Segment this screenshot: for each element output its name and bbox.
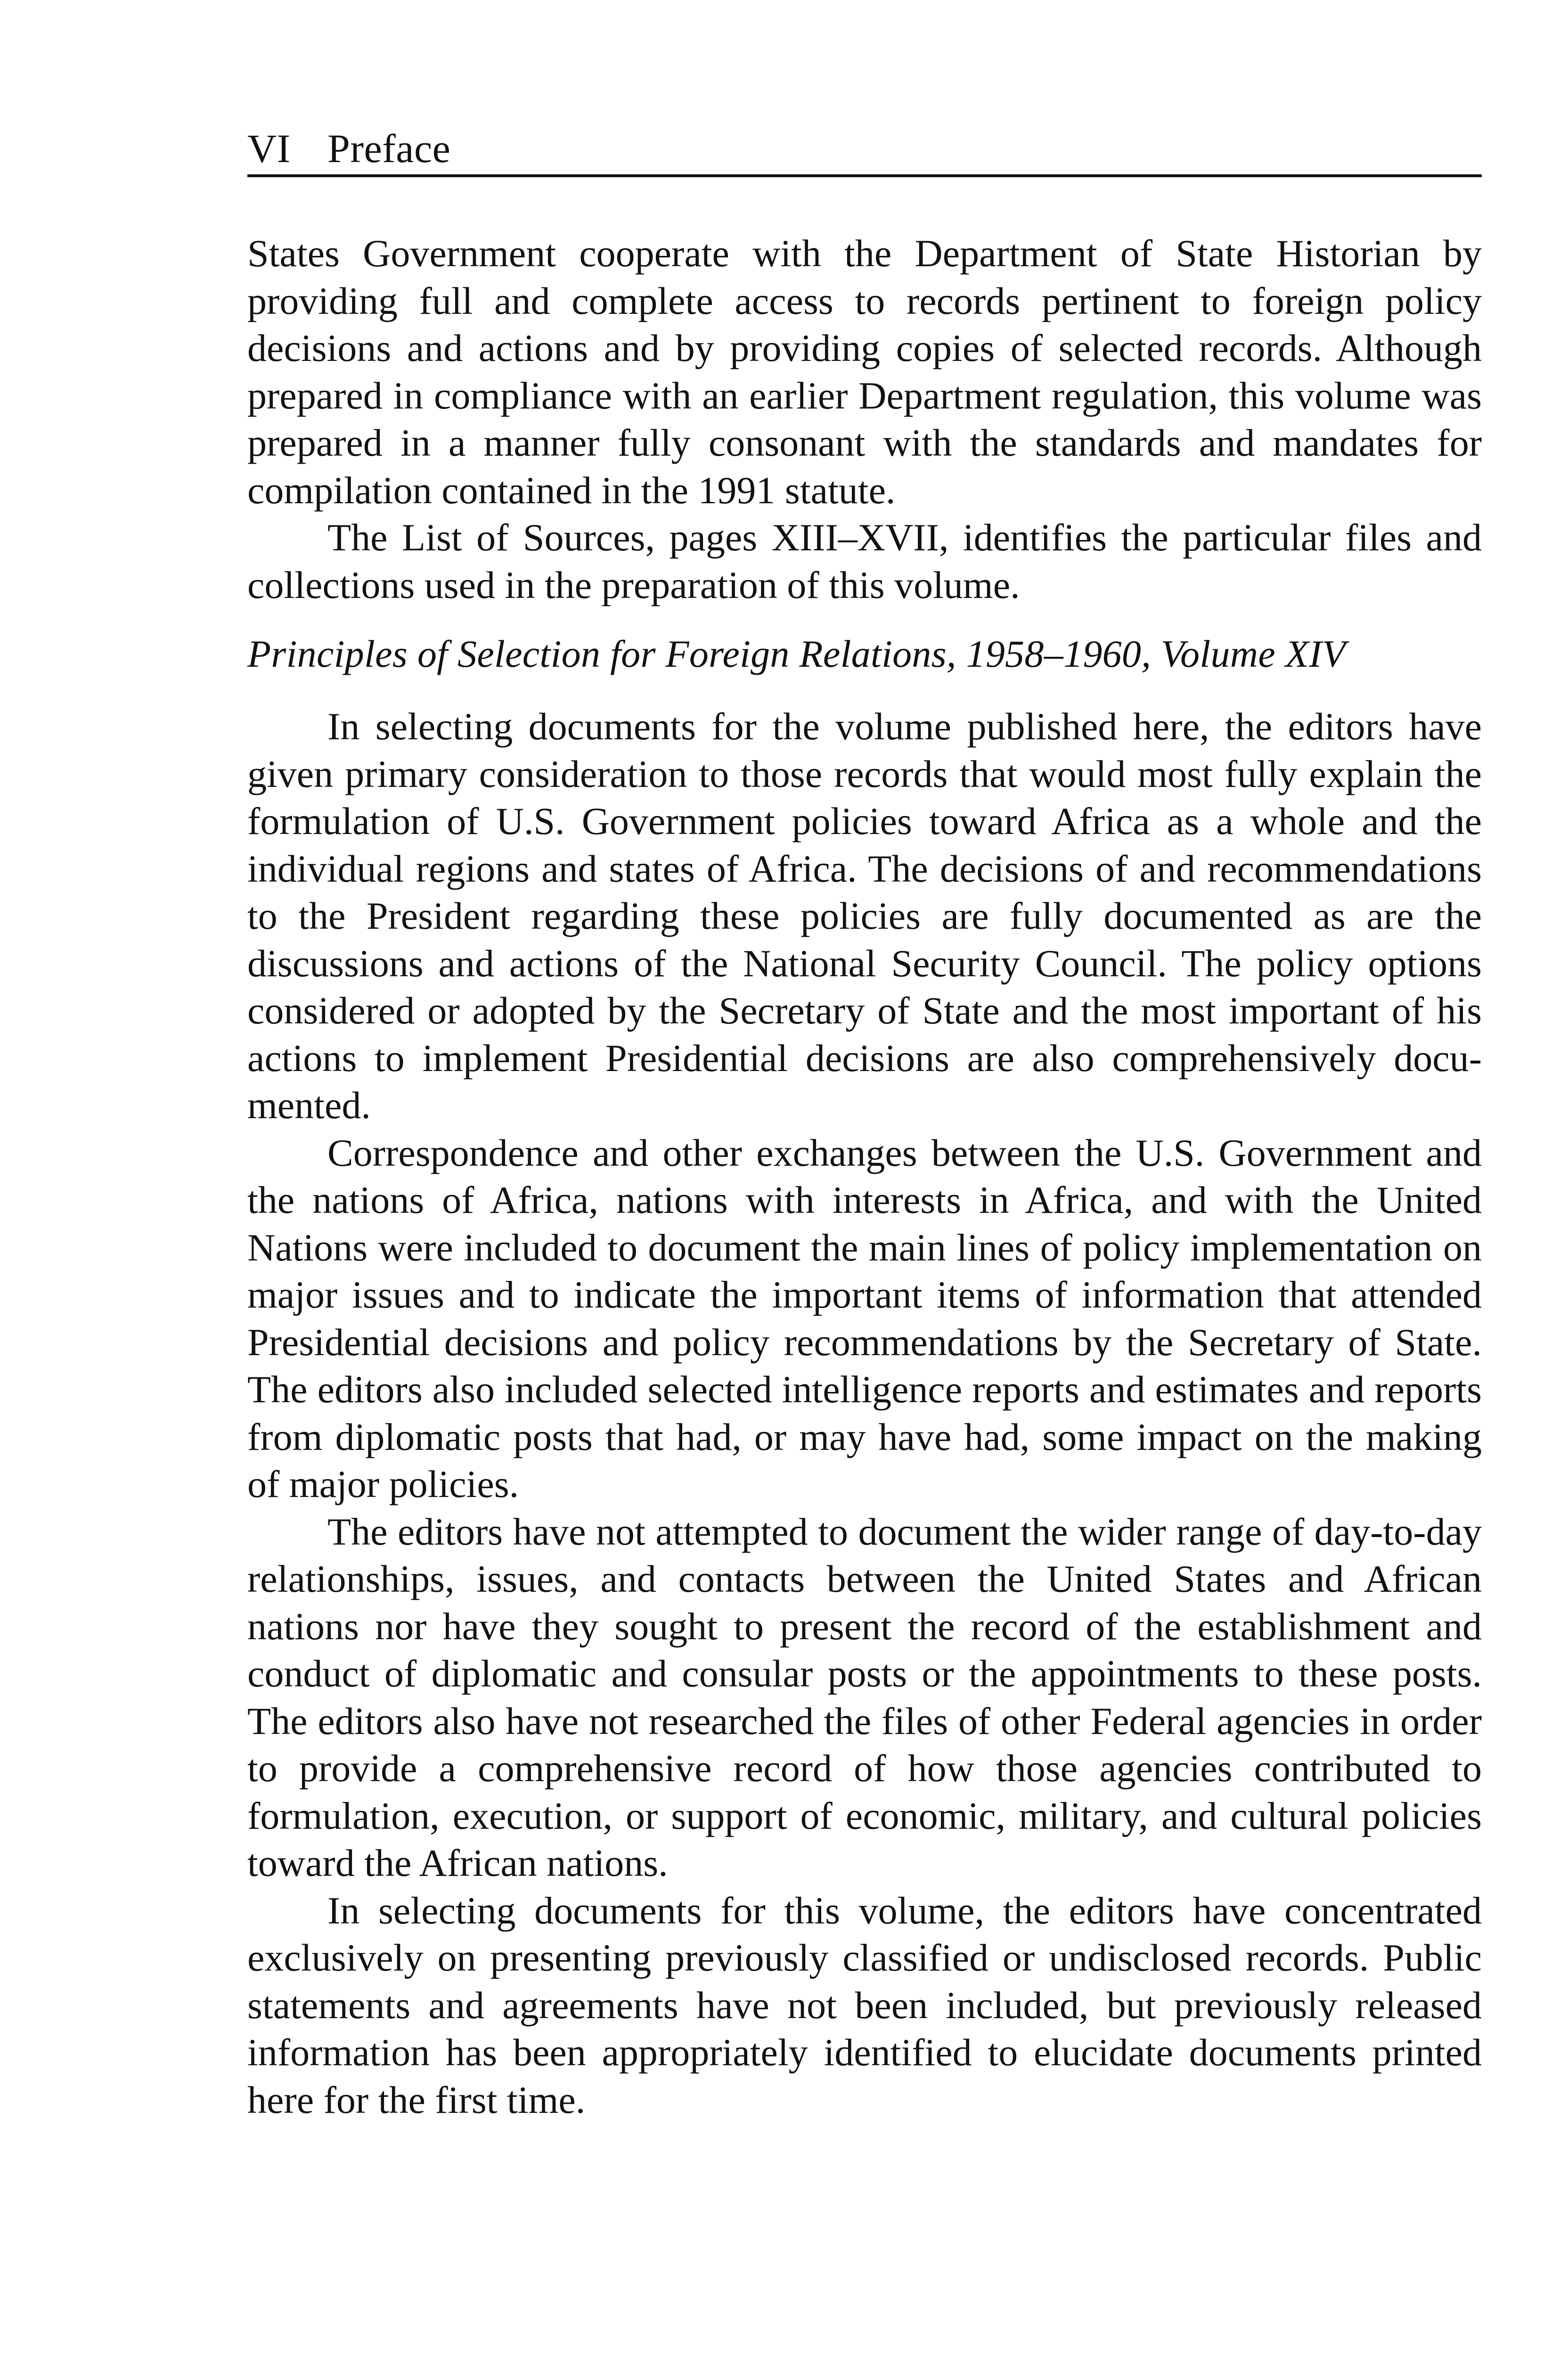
paragraph-scope-limits: The editors have not attempted to document the wider range of day-to-day relationships, issues, and contacts between the United States and African nations nor have they sought to present the record of the establishment and conduct of diplomatic and consular posts or the appointments to these posts. The editors also have not researched the files of other Federal agencies in order to provide a comprehensive record of how those agencies contributed to formulation, execution, or support of economic, military, and cultural policies toward the African nations. [247, 1510, 1482, 1884]
section-title: Preface [327, 126, 451, 171]
document-page [247, 118, 1482, 2124]
paragraph-list-of-sources: The List of Sources, pages XIII–XVII, identifies the particular files and collections used in the preparation of this volume. [247, 516, 1482, 606]
paragraph-classified-records: In selecting documents for this volume, the editors have concentrated exclusively on presenting previously classified or undisclosed records. Public statements and agreements have not been included, but previously released information has been appropriately identified to elucidate documents printed here for the first time. [247, 1889, 1482, 2121]
running-header [247, 118, 1482, 177]
paragraph-correspondence: Correspondence and other exchanges between the U.S. Government and the nations of Africa, nations with interests in Africa, and with the United Nations were included to document the main lines of policy implementation on major issues and to indicate the important items of information that attended Presidential decisions and policy recommendations by the Secretary of State. The editors also included selected intelligence reports and estimates and reports from diplomatic posts that had, or may have had, some impact on the making of major policies. [247, 1131, 1482, 1505]
page-number: VI [247, 126, 291, 171]
paragraph-continued: States Government cooperate with the Department of State Historian by providing full and complete access to records pertinent to foreign policy decisions and actions and by providing copies of selected records. Although prepared in compliance with an earlier Department regulation, this volume was prepared in a manner fully consonant with the standards and mandates for compilation contained in the 1991 statute. [247, 232, 1482, 512]
page-body [247, 230, 1482, 2124]
paragraph-selection-criteria: In selecting documents for the volume published here, the editors have given primary consideration to those records that would most fully explain the formulation of U.S. Government policies toward Africa as a whole and the individual regions and states of Africa. The decisions of and recommendations to the President regarding these policies are fully documented as are the discussions and actions of the National Security Council. The policy options considered or adopted by the Secretary of State and the most important of his actions to implement Presidential decisions are also comprehensively documented. [247, 705, 1482, 1127]
section-heading: Principles of Selection for Foreign Relations, 1958–1960, Volume XIV [247, 632, 1346, 675]
